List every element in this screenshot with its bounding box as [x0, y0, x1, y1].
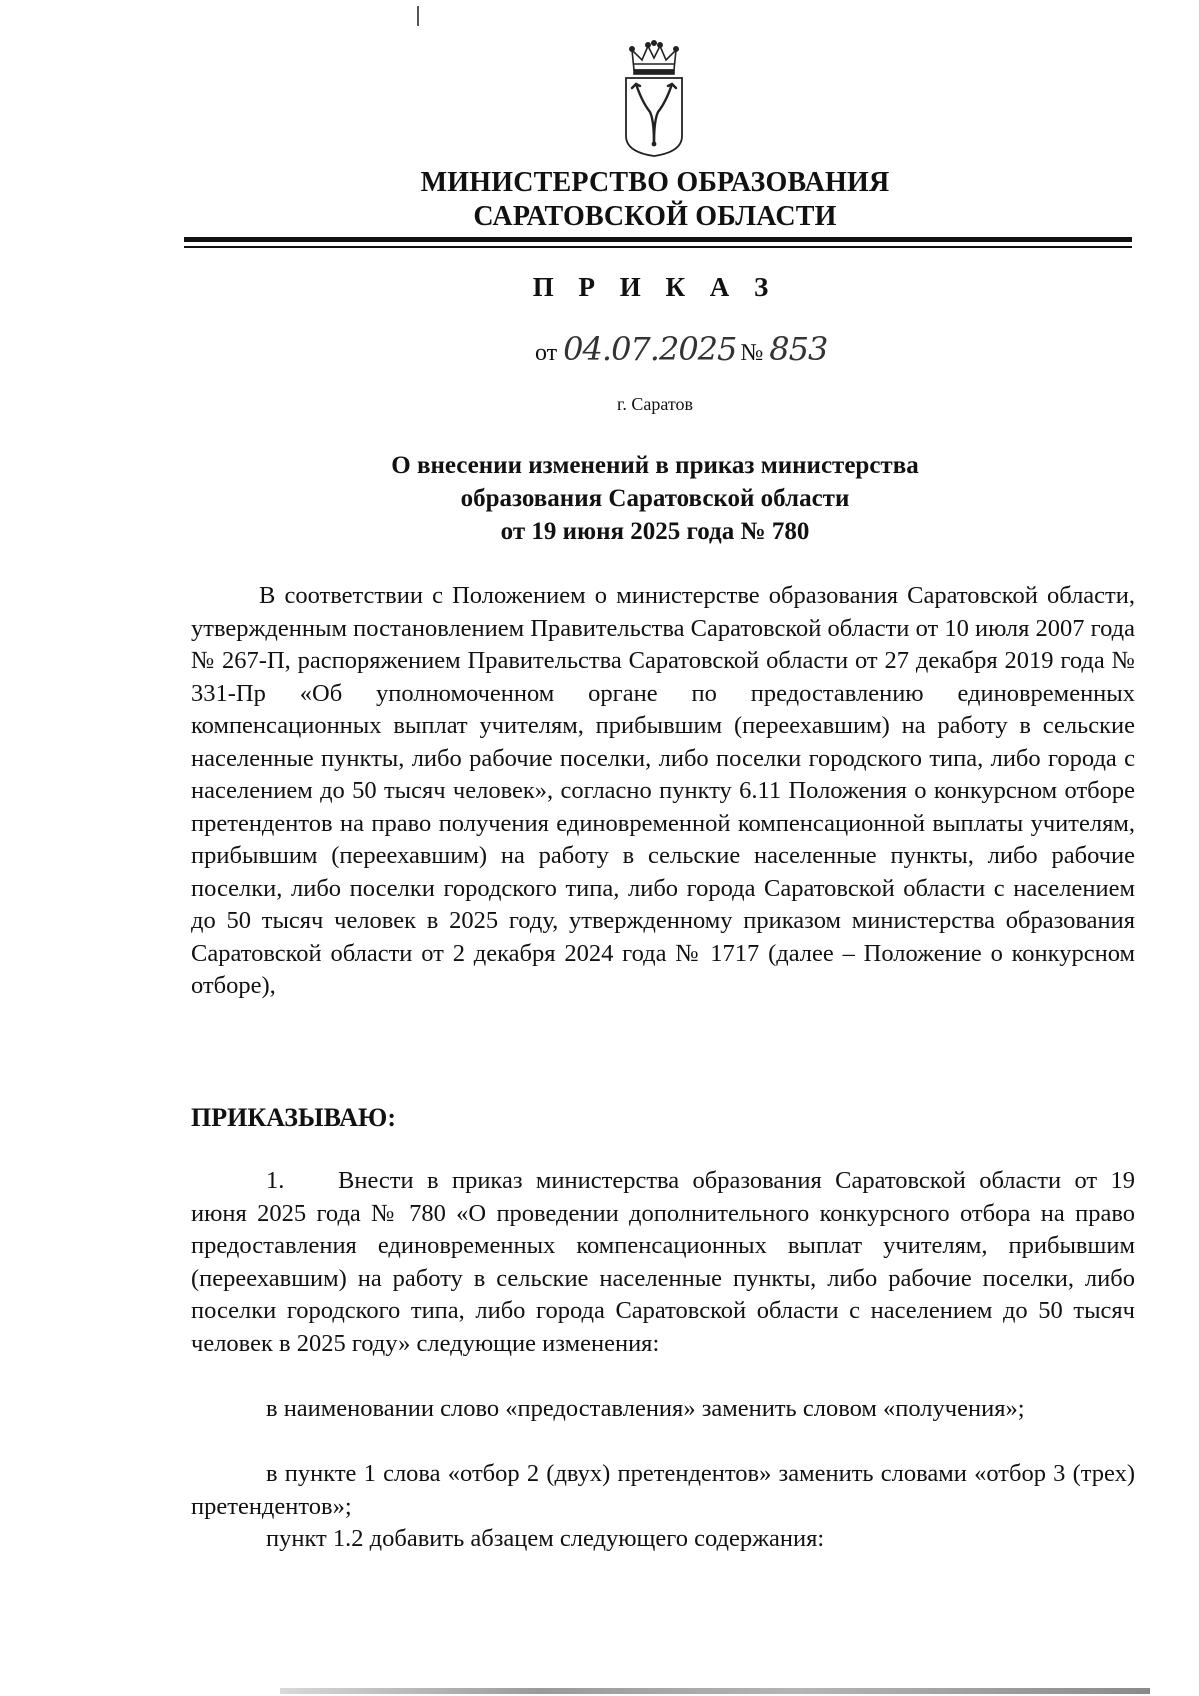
subject-line2: образования Саратовской области	[460, 485, 850, 512]
change-paragraph-1: в наименовании слово «предоставления» заменить словом «получения»;	[266, 1395, 1025, 1422]
document-type-title: П Р И К А З	[532, 272, 778, 302]
saratov-coat-of-arms-icon	[620, 40, 688, 158]
city-name: г. Саратов	[617, 394, 693, 414]
subject-line3: от 19 июня 2025 года № 780	[500, 518, 810, 545]
subject-line1: О внесении изменений в приказ министерства	[391, 452, 919, 479]
item-1-paragraph	[191, 1165, 1135, 1360]
order-date-number-line	[535, 330, 935, 368]
handwritten-number: 853	[769, 330, 828, 368]
item-1-text: Внести в приказ министерства образования Саратовской области от 19 июня 2025 года № 780 «О проведении дополнительного конкурсного отбора на право предоставления единовременных компенсационных выплат учителям, прибывшим (переехавшим) на работу в сельские населенные пункты, либо рабочие поселки, либо поселки городского типа, либо города Саратовской области с населением до 50 тысяч человек в 2025 году» следующие изменения:	[191, 1167, 1135, 1357]
change-paragraph-2: в пункте 1 слова «отбор 2 (двух) претендентов» заменить словами «отбор 3 (трех) претендентов»;	[191, 1460, 1135, 1520]
date-prefix: от	[535, 340, 558, 366]
header-rule-thin	[184, 246, 1132, 248]
header-rule-thick	[184, 237, 1132, 242]
number-sign: №	[740, 340, 764, 366]
handwritten-date: 04.07.2025	[563, 330, 737, 368]
ministry-name-line2: САРАТОВСКОЙ ОБЛАСТИ	[473, 201, 837, 232]
item-1-number: 1.	[266, 1167, 285, 1194]
order-subject	[0, 449, 1200, 548]
order-directive-word: ПРИКАЗЫВАЮ:	[191, 1103, 396, 1132]
scan-artifact-strip	[280, 1688, 1150, 1694]
change-paragraph-3: пункт 1.2 добавить абзацем следующего содержания:	[266, 1525, 825, 1552]
scan-artifact-mark	[417, 6, 419, 26]
preamble-paragraph: В соответствии с Положением о министерстве образования Саратовской области, утвержденным постановлением Правительства Саратовской области от 10 июля 2007 года № 267-П, распоряжением Правительства Саратовской области от 27 декабря 2019 года № 331-Пр «Об уполномоченном органе по предоставлению единовременных компенсационных выплат учителям, прибывшим (переехавшим) на работу в сельские населенные пункты, либо рабочие поселки, либо поселки городского типа, либо города с населением до 50 тысяч человек», согласно пункту 6.11 Положения о конкурсном отборе претендентов на право получения единовременной компенсационной выплаты учителям, прибывшим (переехавшим) на работу в сельские населенные пункты, либо рабочие поселки, либо поселки городского типа, либо города Саратовской области с населением до 50 тысяч человек в 2025 году, утвержденному приказом министерства образования Саратовской области от 2 декабря 2024 года № 1717 (далее – Положение о конкурсном отборе),	[191, 582, 1135, 999]
ministry-name	[0, 166, 1200, 234]
ministry-name-line1: МИНИСТЕРСТВО ОБРАЗОВАНИЯ	[420, 167, 890, 198]
